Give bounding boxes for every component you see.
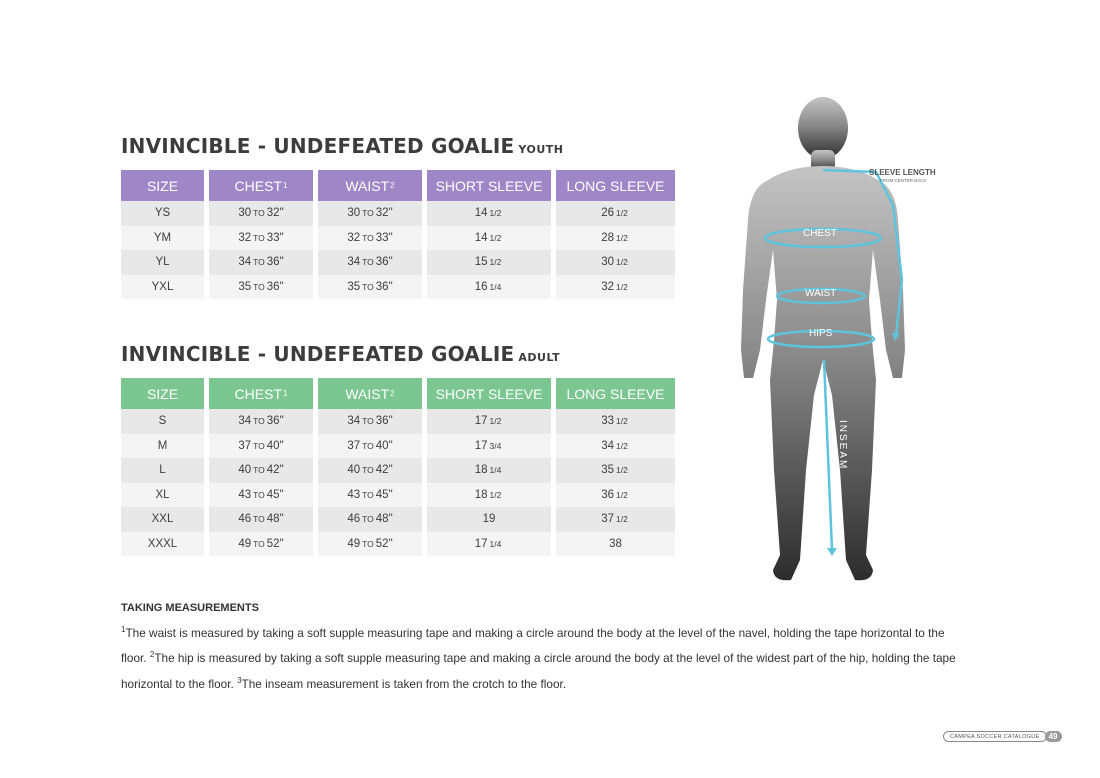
footnote-3-text: The inseam measurement is taken from the crotch to the floor.	[241, 676, 567, 691]
adult-cell-size: XL	[121, 483, 204, 508]
adult-cell-chest: 40 TO 42"	[209, 458, 313, 483]
adult-title-text: INVINCIBLE - UNDEFEATED GOALIE	[121, 342, 515, 366]
youth-cell-waist: 30 TO 32"	[318, 201, 422, 226]
youth-title-text: INVINCIBLE - UNDEFEATED GOALIE	[121, 134, 515, 158]
youth-cell-short-sleeve: 14 1/2	[427, 226, 551, 251]
youth-header-waist: WAIST 2	[318, 170, 422, 201]
footnote-2-marker: 2	[149, 650, 155, 660]
youth-cell-chest: 32 TO 33"	[209, 226, 313, 251]
adult-header-long-sleeve: LONG SLEEVE	[556, 378, 675, 409]
adult-cell-short-sleeve: 18 1/4	[427, 458, 551, 483]
youth-cell-long-sleeve: 32 1/2	[556, 275, 675, 300]
adult-cell-short-sleeve: 17 3/4	[427, 434, 551, 459]
adult-cell-size: S	[121, 409, 204, 434]
adult-header-size: SIZE	[121, 378, 204, 409]
youth-cell-size: YS	[121, 201, 204, 226]
adult-cell-short-sleeve: 17 1/2	[427, 409, 551, 434]
adult-cell-chest: 46 TO 48"	[209, 507, 313, 532]
adult-header-short-sleeve: SHORT SLEEVE	[427, 378, 551, 409]
youth-header-chest: CHEST 1	[209, 170, 313, 201]
adult-cell-waist: 34 TO 36"	[318, 409, 422, 434]
adult-cell-waist: 43 TO 45"	[318, 483, 422, 508]
youth-header-short-sleeve: SHORT SLEEVE	[427, 170, 551, 201]
adult-cell-waist: 46 TO 48"	[318, 507, 422, 532]
footnote-1-marker: 1	[121, 625, 126, 634]
youth-cell-size: YM	[121, 226, 204, 251]
catalogue-label: CAMPEA SOCCER CATALOGUE	[943, 731, 1047, 742]
adult-cell-chest: 43 TO 45"	[209, 483, 313, 508]
youth-cell-waist: 35 TO 36"	[318, 275, 422, 300]
footnote-1-text: The waist is measured by taking a soft supple measuring tape and making a circle around the body at the level of the navel, holding the tape horizontal to the floor.	[121, 625, 945, 666]
adult-cell-long-sleeve: 38	[556, 532, 675, 557]
adult-cell-chest: 49 TO 52"	[209, 532, 313, 557]
adult-cell-short-sleeve: 19	[427, 507, 551, 532]
adult-cell-long-sleeve: 33 1/2	[556, 409, 675, 434]
footnote-3-marker: 3	[237, 675, 242, 685]
sleeve-length-label: SLEEVE LENGTH	[869, 168, 936, 177]
youth-cell-long-sleeve: 30 1/2	[556, 250, 675, 275]
page-number: 49	[1045, 731, 1062, 742]
adult-cell-size: XXXL	[121, 532, 204, 557]
youth-cell-long-sleeve: 28 1/2	[556, 226, 675, 251]
adult-cell-long-sleeve: 36 1/2	[556, 483, 675, 508]
youth-cell-short-sleeve: 16 1/4	[427, 275, 551, 300]
adult-header-waist: WAIST 2	[318, 378, 422, 409]
measurements-heading: TAKING MEASUREMENTS	[121, 602, 259, 614]
adult-header-chest: CHEST 1	[209, 378, 313, 409]
youth-cell-size: YL	[121, 250, 204, 275]
inseam-arrow-head	[827, 548, 837, 556]
youth-header-size: SIZE	[121, 170, 204, 201]
youth-cell-waist: 32 TO 33"	[318, 226, 422, 251]
adult-cell-long-sleeve: 37 1/2	[556, 507, 675, 532]
youth-cell-chest: 30 TO 32"	[209, 201, 313, 226]
adult-cell-waist: 37 TO 40"	[318, 434, 422, 459]
adult-cell-chest: 37 TO 40"	[209, 434, 313, 459]
adult-cell-waist: 40 TO 42"	[318, 458, 422, 483]
youth-title-subtitle: YOUTH	[518, 143, 564, 156]
adult-cell-size: L	[121, 458, 204, 483]
youth-cell-chest: 34 TO 36"	[209, 250, 313, 275]
chest-label: CHEST	[803, 228, 837, 239]
adult-cell-waist: 49 TO 52"	[318, 532, 422, 557]
youth-cell-chest: 35 TO 36"	[209, 275, 313, 300]
adult-cell-size: XXL	[121, 507, 204, 532]
youth-header-long-sleeve: LONG SLEEVE	[556, 170, 675, 201]
hips-label: HIPS	[809, 328, 833, 339]
inseam-label: INSEAM	[837, 420, 848, 471]
youth-cell-short-sleeve: 14 1/2	[427, 201, 551, 226]
youth-cell-long-sleeve: 26 1/2	[556, 201, 675, 226]
sleeve-length-sublabel: FROM CENTER BACK	[880, 178, 927, 183]
waist-label: WAIST	[805, 288, 837, 299]
adult-cell-long-sleeve: 35 1/2	[556, 458, 675, 483]
footnote-2-text: The hip is measured by taking a soft supple measuring tape and making a circle around the body at the level of the widest part of the hip, holding the tape horizontal to the floor.	[121, 651, 956, 691]
measurements-text	[121, 619, 971, 695]
adult-cell-size: M	[121, 434, 204, 459]
adult-title-subtitle: ADULT	[518, 351, 561, 364]
youth-cell-waist: 34 TO 36"	[318, 250, 422, 275]
page-footer	[943, 731, 1062, 742]
adult-cell-short-sleeve: 18 1/2	[427, 483, 551, 508]
youth-cell-size: YXL	[121, 275, 204, 300]
adult-cell-chest: 34 TO 36"	[209, 409, 313, 434]
youth-cell-short-sleeve: 15 1/2	[427, 250, 551, 275]
adult-cell-short-sleeve: 17 1/4	[427, 532, 551, 557]
adult-cell-long-sleeve: 34 1/2	[556, 434, 675, 459]
